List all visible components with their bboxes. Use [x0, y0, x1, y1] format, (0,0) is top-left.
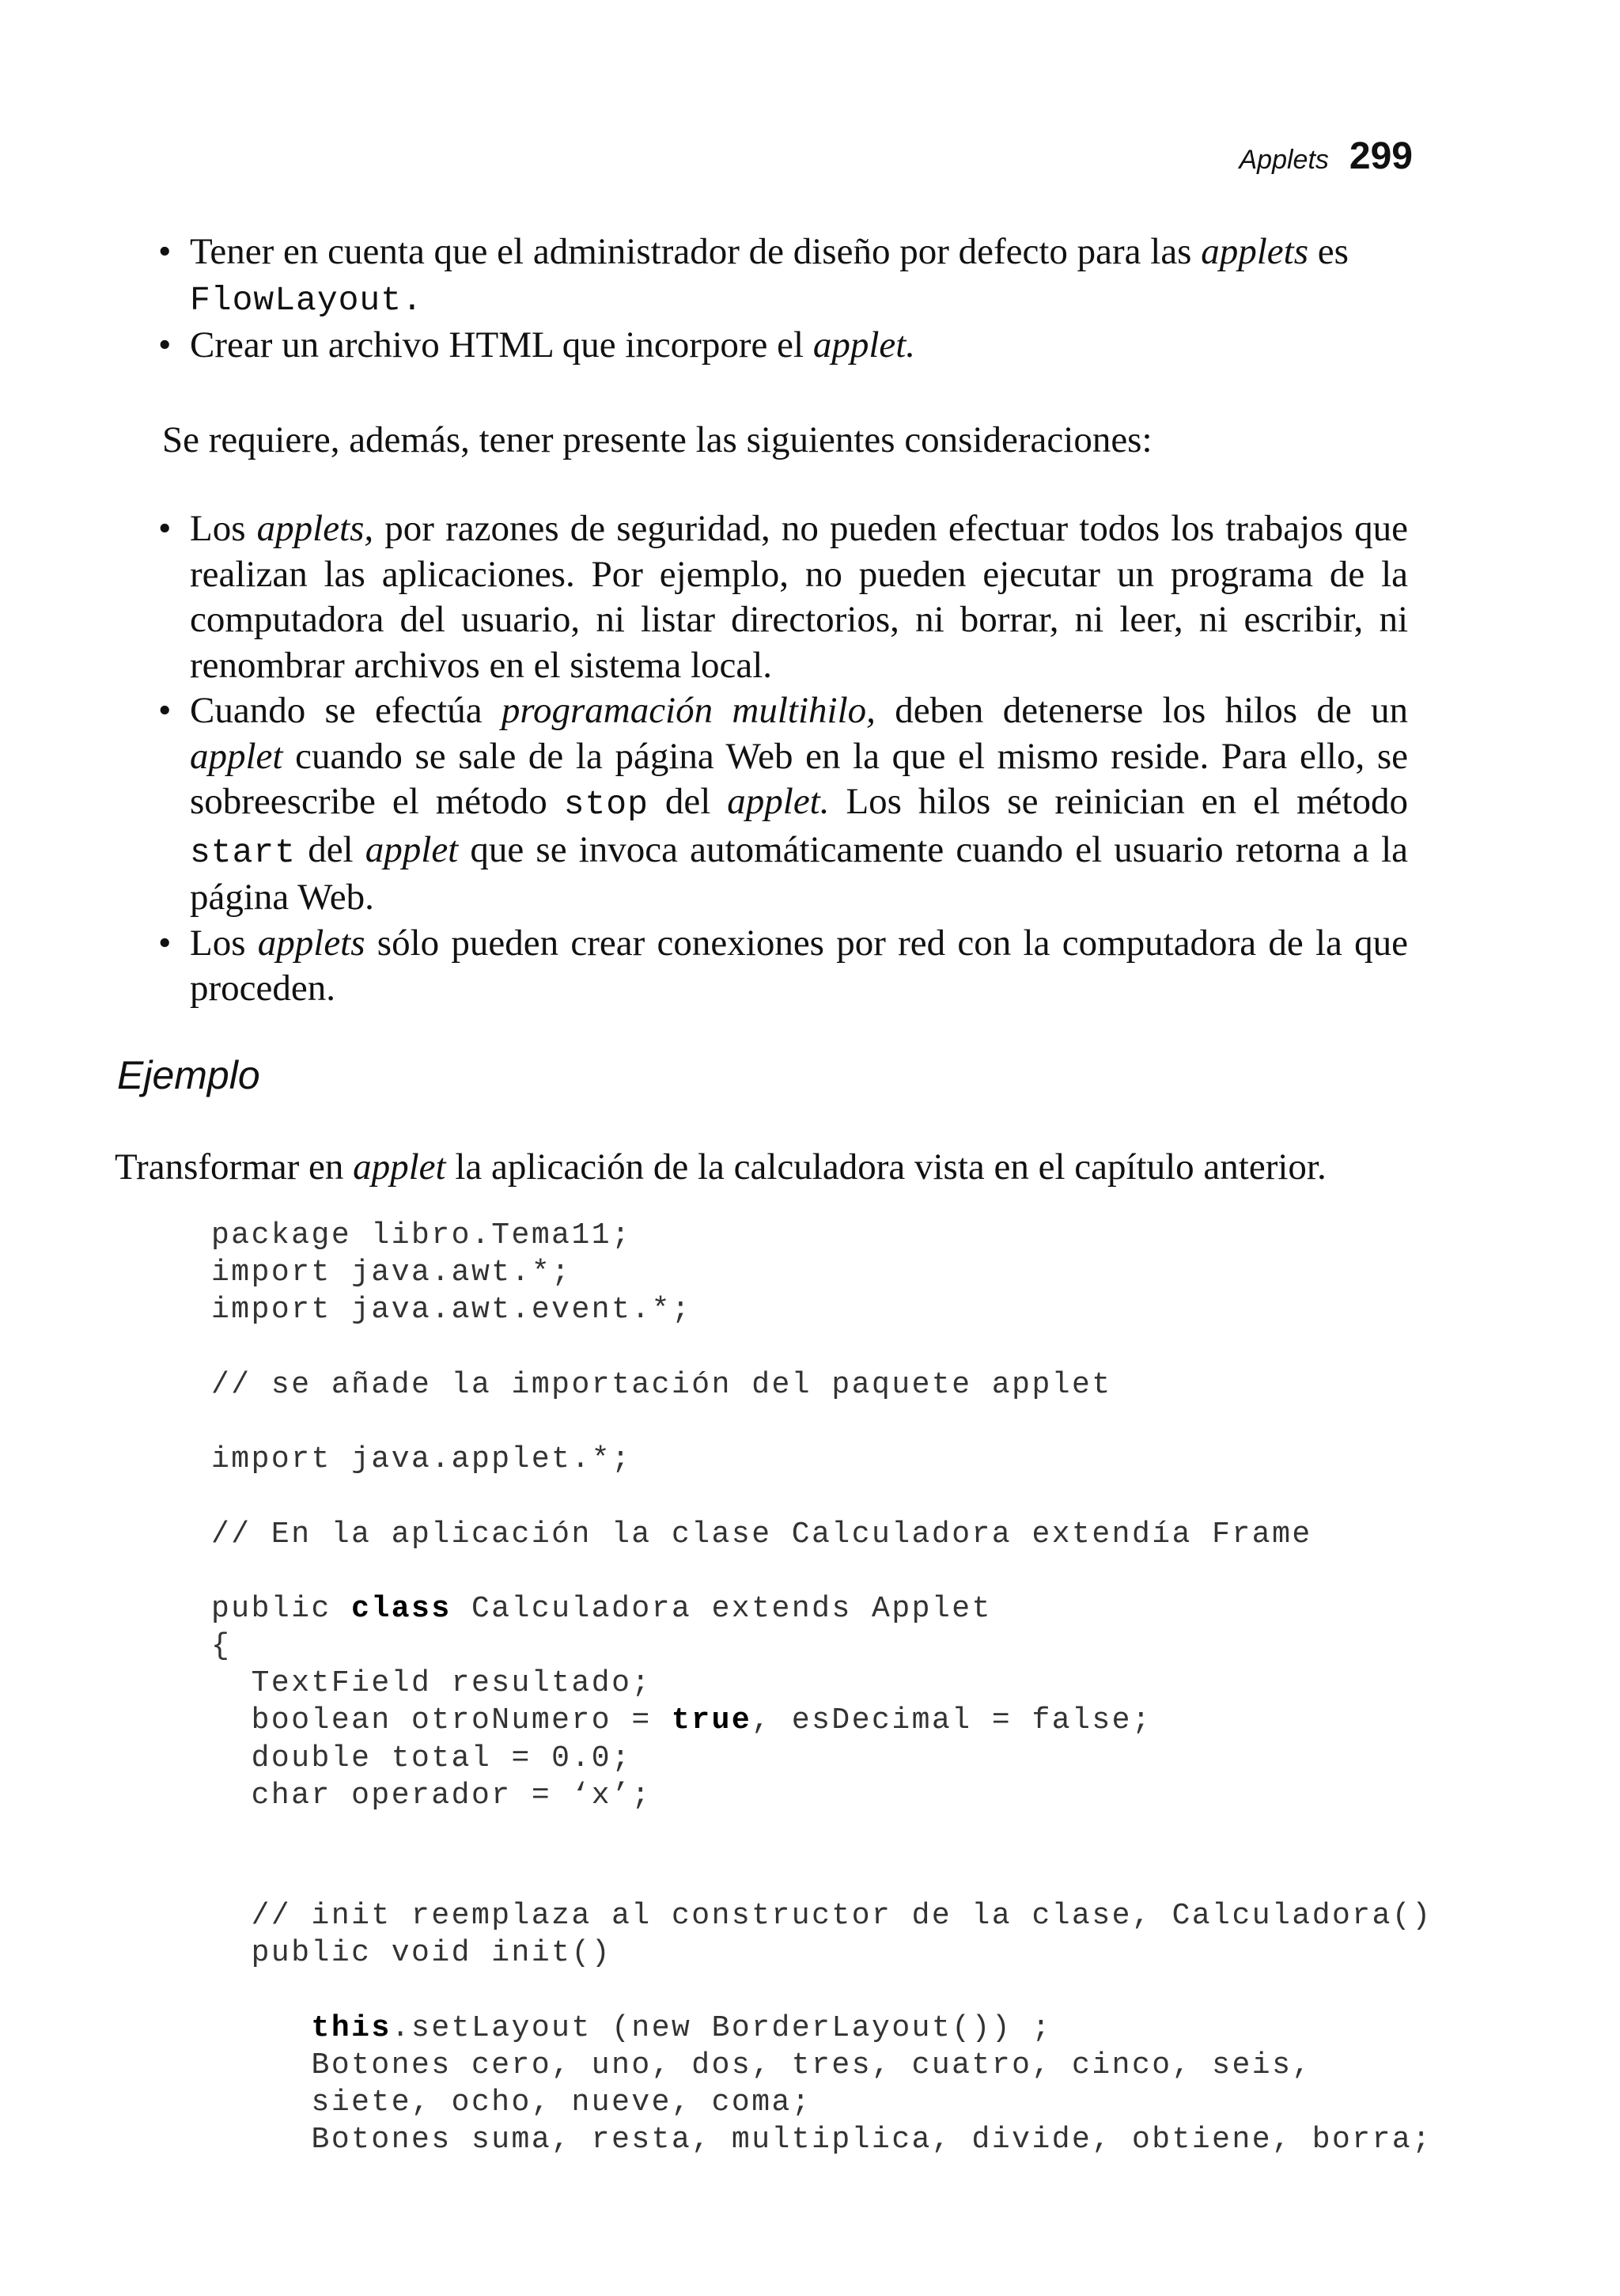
code-line: TextField resultado; — [211, 1666, 652, 1701]
code-line: Botones suma, resta, multiplica, divide, obtiene, borra; — [211, 2123, 1433, 2158]
keyword: this — [311, 2010, 392, 2045]
page-number: 299 — [1349, 135, 1413, 177]
code-line: boolean otroNumero = true, esDecimal = false; — [211, 1703, 1153, 1738]
code-line: import java.applet.*; — [211, 1442, 632, 1477]
list-item: • Cuando se efectúa programación multihilo, deben detenerse los hilos de un applet cuando se sale de la página Web en la que el mismo reside. Para ello, se sobreescribe el método stop del applet. Los hilos se reinician en el método start del applet que se invoca automáticamente cuando el usuario retorna a la página Web. — [158, 688, 1408, 921]
requirements-list — [158, 229, 1408, 369]
blank-line — [211, 1553, 1433, 1590]
code-line: public class Calculadora extends Applet — [211, 1591, 992, 1626]
considerations-list — [158, 506, 1408, 1012]
inline-code: stop — [563, 785, 649, 824]
code-listing — [211, 1217, 1433, 2159]
code-line: siete, ocho, nueve, coma; — [211, 2086, 812, 2120]
list-item: • Crear un archivo HTML que incorpore el applet. — [158, 323, 1408, 369]
example-intro: Transformar en applet la aplicación de la calculadora vista en el capítulo anterior. — [115, 1146, 1327, 1188]
running-header — [1240, 135, 1414, 182]
blank-line — [211, 1404, 1433, 1441]
blank-line — [211, 1814, 1433, 1851]
code-line: import java.awt.*; — [211, 1256, 572, 1290]
code-comment: // En la aplicación la clase Calculadora extendía Frame — [211, 1517, 1312, 1552]
code-line: double total = 0.0; — [211, 1741, 632, 1775]
code-line: { — [211, 1629, 232, 1664]
code-line: Botones cero, uno, dos, tres, cuatro, cinco, seis, — [211, 2048, 1312, 2082]
header-section-title: Applets — [1239, 145, 1329, 175]
inline-code: start — [190, 832, 297, 872]
blank-line — [211, 1478, 1433, 1515]
section-heading: Ejemplo — [117, 1053, 260, 1097]
blank-line — [211, 1851, 1433, 1897]
blank-line — [211, 1329, 1433, 1366]
code-line: import java.awt.event.*; — [211, 1293, 692, 1328]
keyword: class — [351, 1591, 452, 1626]
code-comment: // se añade la importación del paquete applet — [211, 1367, 1112, 1402]
keyword: true — [672, 1703, 752, 1738]
list-item: • Tener en cuenta que el administrador de diseño por defecto para las applets es FlowLayout. — [158, 229, 1408, 323]
list-item: • Los applets, por razones de seguridad, no pueden efectuar todos los trabajos que realizan las aplicaciones. Por ejemplo, no pueden ejecutar un programa de la computadora del usuario, ni listar directorios, ni borrar, ni leer, ni escribir, ni renombrar archivos en el sistema local. — [158, 506, 1408, 688]
code-line: public void init() — [211, 1936, 612, 1971]
blank-line — [211, 1972, 1433, 2010]
inline-code: FlowLayout. — [190, 280, 423, 320]
code-line: char operador = ‘x’; — [211, 1778, 652, 1813]
list-item: • Los applets sólo pueden crear conexiones por red con la computadora de la que proceden. — [158, 921, 1408, 1012]
code-line: package libro.Tema11; — [211, 1218, 632, 1252]
code-line: this.setLayout (new BorderLayout()) ; — [311, 2010, 1052, 2045]
considerations-intro: Se requiere, además, tener presente las siguientes consideraciones: — [162, 419, 1153, 460]
code-comment: // init reemplaza al constructor de la clase, Calculadora() — [211, 1899, 1433, 1934]
